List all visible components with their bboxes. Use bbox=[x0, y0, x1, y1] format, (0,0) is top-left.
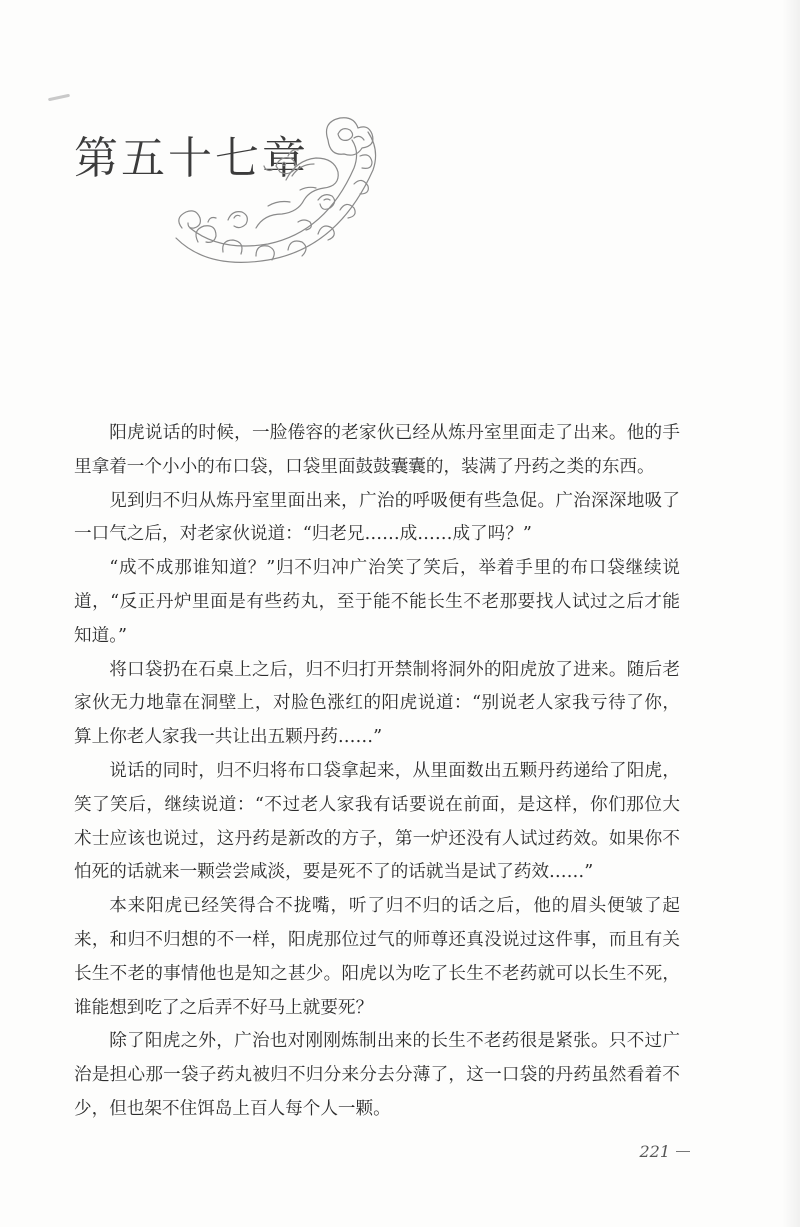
page-number-dash bbox=[676, 1151, 690, 1152]
paragraph: 阳虎说话的时候，一脸倦容的老家伙已经从炼丹室里面走了出来。他的手里拿着一个小小的布口袋，口袋里面鼓鼓囊囊的，装满了丹药之类的东西。 bbox=[74, 423, 680, 477]
paragraph: “成不成那谁知道？”归不归冲广治笑了笑后，举着手里的布口袋继续说道，“反正丹炉里面是有些药丸，至于能不能长生不老那要找人试过之后才能知道。” bbox=[74, 558, 680, 646]
paragraph: 除了阳虎之外，广治也对刚刚炼制出来的长生不老药很是紧张。只不过广治是担心那一袋子药丸被归不归分来分去分薄了，这一口袋的丹药虽然看着不少，但也架不住饵岛上百人每个人一颗。 bbox=[74, 1031, 680, 1119]
cloud-dragon-ornament bbox=[168, 110, 383, 275]
page-number: 221 bbox=[639, 1142, 670, 1161]
paragraph: 见到归不归从炼丹室里面出来，广治的呼吸便有些急促。广治深深地吸了一口气之后，对老家伙说道：“归老兄……成……成了吗？” bbox=[74, 490, 680, 545]
paragraph: 说话的同时，归不归将布口袋拿起来，从里面数出五颗丹药递给了阳虎，笑了笑后，继续说道：“不过老人家我有话要说在前面，是这样，你们那位大术士应该也说过，这丹药是新改的方子，第一炉还没有人试过药效。如果你不怕死的话就来一颗尝尝咸淡，要是死不了的话就当是试了药效……” bbox=[74, 760, 680, 883]
page-footer bbox=[639, 1142, 690, 1161]
chapter-body bbox=[74, 417, 680, 1127]
page-edge-shadow bbox=[782, 0, 800, 1227]
paragraph: 本来阳虎已经笑得合不拢嘴，听了归不归的话之后，他的眉头便皱了起来，和归不归想的不一样，阳虎那位过气的师尊还真没说过这件事，而且有关长生不老的事情他也是知之甚少。阳虎以为吃了长生不老药就可以长生不死，谁能想到吃了之后弄不好马上就要死？ bbox=[74, 896, 680, 1018]
paragraph: 将口袋扔在石桌上之后，归不归打开禁制将洞外的阳虎放了进来。随后老家伙无力地靠在洞壁上，对脸色涨红的阳虎说道：“别说老人家我亏待了你，算上你老人家我一共让出五颗丹药……” bbox=[74, 659, 680, 748]
chapter-title: 第五十七章 bbox=[74, 133, 309, 184]
scan-speck bbox=[48, 94, 70, 102]
